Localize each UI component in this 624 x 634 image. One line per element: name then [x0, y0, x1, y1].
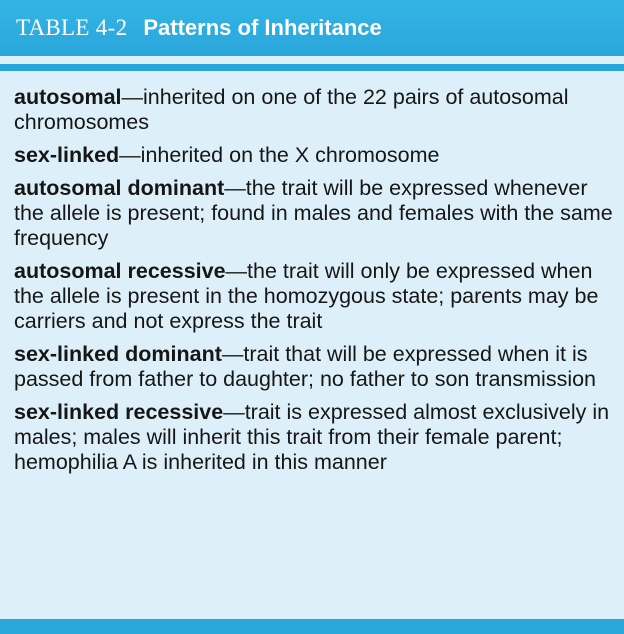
definition-list	[14, 85, 614, 475]
definition-term: sex-linked recessive	[14, 400, 224, 424]
definition-text: —trait that will be expressed when it is passed from father to daughter; no father to son transmission	[14, 342, 597, 391]
definition-entry-sex-linked-dominant	[14, 342, 614, 392]
table-number: TABLE 4-2	[16, 15, 128, 40]
definition-entry-sex-linked	[14, 143, 614, 168]
definition-term: sex-linked	[14, 143, 120, 167]
definition-text: —the trait will only be expressed when the allele is present in the homozygous state; parents may be carriers and not express the trait	[14, 259, 599, 333]
definition-term: autosomal dominant	[14, 176, 225, 200]
definition-text: —the trait will be expressed whenever the allele is present; found in males and females with the same frequency	[14, 176, 613, 250]
definition-term: sex-linked dominant	[14, 342, 222, 366]
definition-text: —inherited on one of the 22 pairs of autosomal chromosomes	[14, 85, 569, 134]
definition-entry-autosomal	[14, 85, 614, 135]
definition-entry-sex-linked-recessive	[14, 400, 614, 475]
definition-entry-autosomal-dominant	[14, 176, 614, 251]
definition-text: —inherited on the X chromosome	[119, 143, 440, 167]
definition-text: —trait is expressed almost exclusively in males; males will inherit this trait from their female parent; hemophilia A is inherited in this manner	[14, 400, 610, 474]
bottom-divider	[0, 619, 624, 634]
table-title-bar	[0, 0, 624, 56]
definition-term: autosomal	[14, 85, 122, 109]
definition-term: autosomal recessive	[14, 259, 226, 283]
definition-entry-autosomal-recessive	[14, 259, 614, 334]
top-divider	[0, 64, 624, 71]
table-title: Patterns of Inheritance	[143, 15, 382, 40]
